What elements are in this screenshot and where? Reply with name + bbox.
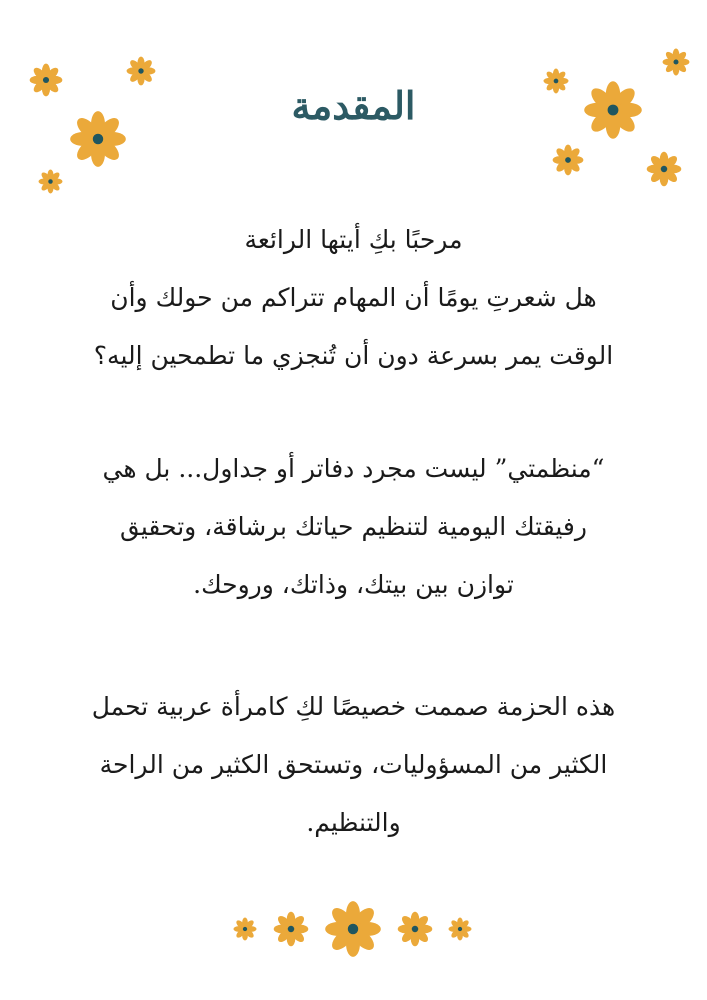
paragraph-planner-intro — [20, 440, 687, 614]
paragraph-package-purpose — [20, 678, 687, 852]
flower-icon — [552, 144, 584, 176]
page-title: المقدمة — [291, 83, 416, 128]
flower-icon — [233, 917, 257, 941]
text-line: الكثير من المسؤوليات، وتستحق الكثير من الراحة — [99, 750, 608, 779]
text-line: مرحبًا بكِ أيتها الرائعة — [244, 225, 463, 254]
text-line: هل شعرتِ يومًا أن المهام تتراكم من حولك وأن — [110, 283, 597, 312]
text-line: توازن بين بيتك، وذاتك، وروحك. — [193, 570, 514, 599]
text-line: والتنظيم. — [306, 808, 401, 837]
paragraph-welcome — [20, 211, 687, 385]
text-line: هذه الحزمة صممت خصيصًا لكِ كامرأة عربية تحمل — [91, 692, 616, 721]
text-line: الوقت يمر بسرعة دون أن تُنجزي ما تطمحين إليه؟ — [93, 341, 614, 370]
flower-icon — [38, 169, 63, 194]
flower-icon — [397, 911, 433, 947]
flower-icon — [448, 917, 472, 941]
text-line: رفيقتك اليومية لتنظيم حياتك برشاقة، وتحقيق — [120, 512, 587, 541]
flower-icon — [646, 151, 682, 187]
flower-icon — [324, 900, 382, 958]
flower-icon — [662, 48, 690, 76]
text-line: “منظمتي” ليست مجرد دفاتر أو جداول... بل هي — [102, 454, 605, 483]
flower-icon — [273, 911, 309, 947]
